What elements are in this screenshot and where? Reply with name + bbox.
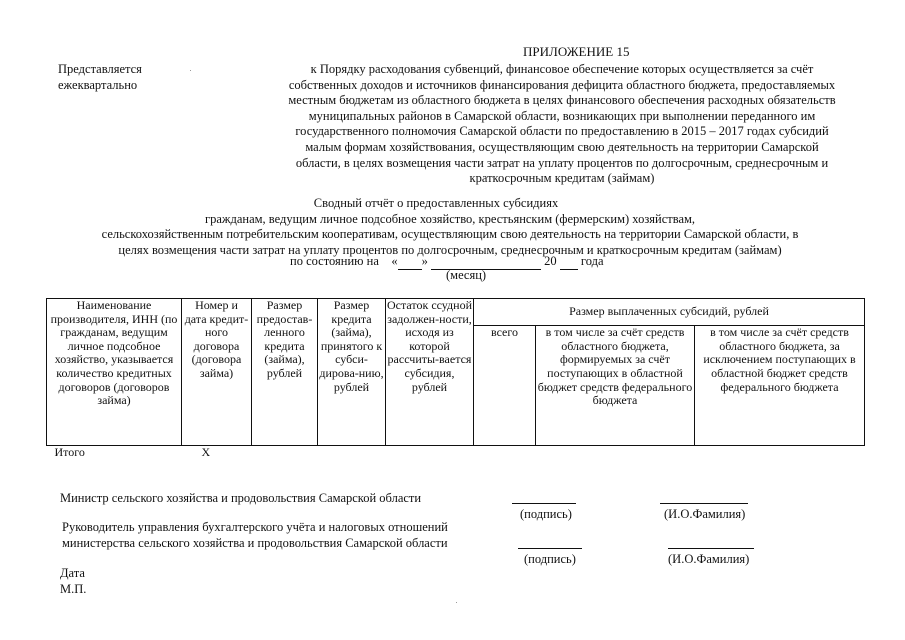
frequency-note (58, 62, 142, 93)
col-header-accepted-credit: Размер кредита (займа), принятого к субси-дирова-нию, рублей (318, 299, 386, 446)
footer (60, 566, 86, 597)
total-label: Итого (54, 445, 85, 459)
accountant-signature-line (518, 548, 582, 549)
date-label: Дата (60, 566, 85, 580)
accountant-title (62, 520, 448, 551)
appendix-reference-line: области, в целях возмещения части затрат на уплату процентов по долгосрочным, среднесрочным и (295, 155, 829, 170)
month-caption: (месяц) (446, 268, 487, 282)
total-mark: X (201, 445, 211, 459)
appendix-reference-line: муниципальных районов в Самарской области, возникающих при выполнении переданного им (308, 108, 816, 123)
accountant-title-line-1: Руководитель управления бухгалтерского учёта и налоговых отношений (62, 520, 448, 534)
year-word: года (580, 254, 604, 268)
col-header-credit-amount: Размер предостав-ленного кредита (займа), рублей (252, 299, 318, 446)
year-blank (560, 254, 578, 270)
table-total-row (47, 446, 865, 460)
accountant-signature-caption: (подпись) (524, 552, 576, 566)
accountant-name-caption: (И.О.Фамилия) (668, 552, 750, 566)
seal-label: М.П. (60, 581, 87, 596)
appendix-reference-line: государственного полномочия Самарской области по предоставлению в 2015 – 2017 годах субсидий (295, 124, 829, 139)
appendix-reference-line: малым формам хозяйствования, осуществляющим свою деятельность на территории Самарской (305, 139, 819, 154)
frequency-note-line-1: Представляется (58, 62, 142, 76)
report-title (40, 196, 860, 258)
col-header-contract: Номер и дата кредит-ного договора (договора займа) (182, 299, 252, 446)
appendix-reference (262, 62, 862, 187)
scan-speck (190, 70, 191, 71)
minister-signature-line (512, 503, 576, 504)
minister-signature-caption: (подпись) (520, 507, 572, 521)
report-title-line: целях возмещения части затрат на уплату процентов по долгосрочным, среднесрочным и краткосрочным кредитам (займам) (118, 242, 782, 257)
sub-header-regional: в том числе за счёт средств областного бюджета, за исключением поступающих в областной бюджет средств федерального бюджета (695, 326, 865, 446)
col-header-remaining-debt: Остаток ссудной задолжен-ности, исходя из которой рассчиты-вается субсидия, рублей (386, 299, 474, 446)
day-blank (398, 254, 422, 270)
accountant-name-line (668, 548, 754, 549)
appendix-reference-line: к Порядку расходования субвенций, финансовое обеспечение которых осуществляется за счёт (310, 62, 814, 76)
report-title-line: Сводный отчёт о предоставленных субсидиях (313, 196, 559, 210)
col-header-producer: Наименование производителя, ИНН (по гражданам, ведущим личное подсобное хозяйство, указывается количество кредитных договоров (договоров займа) (47, 299, 182, 446)
appendix-reference-line: местным бюджетам из областного бюджета в целях финансового обеспечения расходных обязательств (288, 93, 836, 108)
minister-name-line (660, 503, 748, 504)
appendix-reference-line: собственных доходов и источников финансирования дефицита областного бюджета, предоставляемых (288, 77, 836, 92)
accountant-title-line-2: министерства сельского хозяйства и продовольствия Самарской области (62, 535, 448, 550)
frequency-note-line-2: ежеквартально (58, 77, 138, 92)
sub-header-federal: в том числе за счёт средств областного бюджета, формируемых за счёт поступающих в областной бюджет средств федерального бюджета (536, 326, 695, 446)
as-of-prefix: по состоянию на (290, 254, 379, 268)
group-header-subsidies: Размер выплаченных субсидий, рублей (474, 299, 865, 326)
subsidy-table (46, 298, 865, 460)
table-header-row-1 (47, 299, 865, 326)
open-quote: « (391, 254, 398, 268)
report-title-line: сельскохозяйственным потребительским кооперативам, осуществляющим свою деятельность на территории Самарской области, в (101, 227, 799, 242)
century: 20 (544, 254, 557, 268)
close-quote: » (421, 254, 428, 268)
appendix-title: ПРИЛОЖЕНИЕ 15 (523, 44, 630, 59)
sub-header-total: всего (474, 326, 536, 446)
appendix-reference-line: краткосрочным кредитам (займам) (469, 171, 655, 186)
minister-title: Министр сельского хозяйства и продовольствия Самарской области (60, 491, 422, 505)
minister-name-caption: (И.О.Фамилия) (664, 507, 746, 521)
scan-speck (456, 602, 457, 603)
report-title-line: гражданам, ведущим личное подсобное хозяйство, крестьянским (фермерским) хозяйствам, (204, 211, 696, 226)
